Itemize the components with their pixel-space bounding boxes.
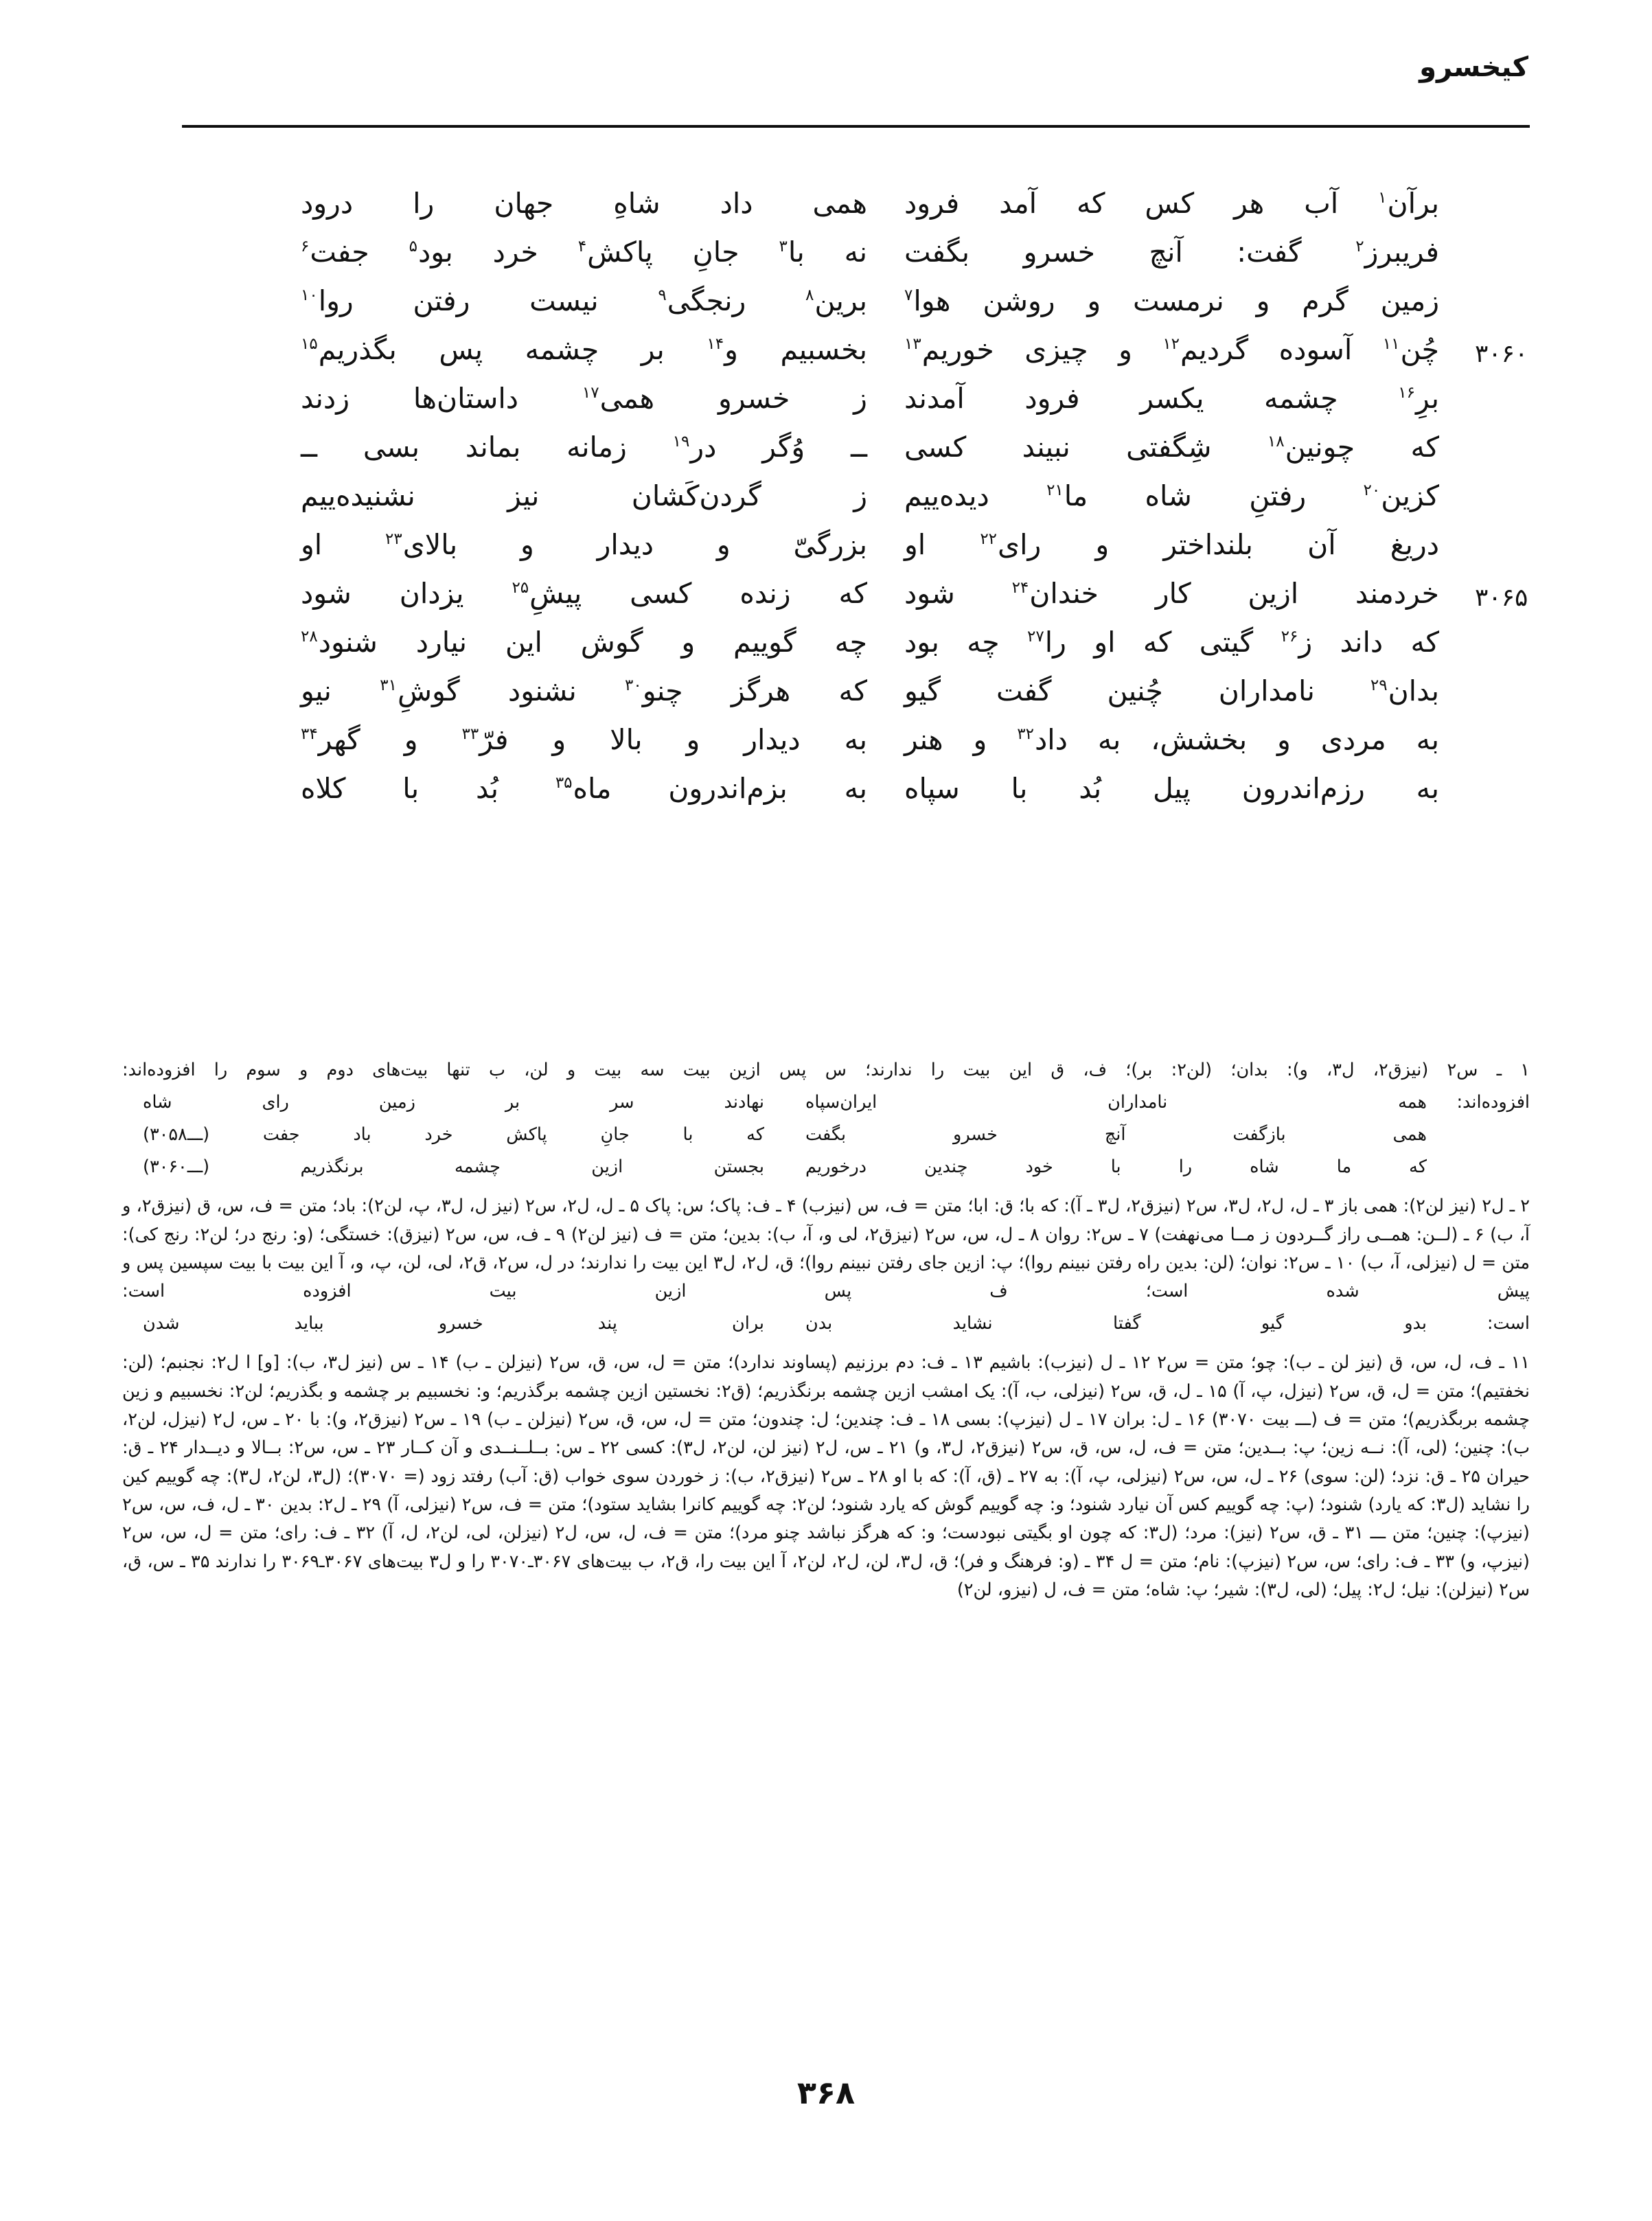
apparatus-notes-block-2: ۱۱ ـ ف، ل، س، ق (نیز لن ـ ب): چو؛ متن = س۲ ۱۲ ـ ل (نیزب): باشیم ۱۳ ـ ف: دم برزنیم (پساوند ندارد)؛ متن = ل، س، ق، س۲ (نیزلن ـ ب) ۱۴ ـ س (نیز ل۳، ب): [و] ا ل۲: نجنبم؛ (لن: نخفتیم)؛ متن = ل، ق، س۲ (نیزل، پ، آ) ۱۵ ـ ل، ق، س۲ (نیزلی، ب، آ): یک امشب ازین چشمه برنگذریم؛ (ق۲: نخستین ازین چشمه برگذریم؛ و: نخسبیم بر چشمه و بگذریم؛ لن۲: نخسبیم و زین چشمه بربگذریم)؛ متن = ف (ـــ بیت ۳۰۷۰) ۱۶ ـ ل: بران ۱۷ ـ ل (نیزپ): بسی ۱۸ ـ ف: چندین؛ ل: چندون؛ متن = ل، س، ق، س۲ (نیزلن ـ ب) ۱۹ ـ س۲ (نیزق۲، و): با ۲۰ ـ س، ل۲ (نیزل، لن۲، ب): چنین؛ (لی، آ): نــه زین؛ پ: بــدین؛ متن = ف، ل، س، ق، س۲ (نیزق۲، ل۳، و) ۲۱ ـ س، ل۲ (نیز لن، لن۲، ل۳): کسی ۲۲ ـ س: بــلــنــدی و آن کــار ۲۳ ـ س، س۲: بــالا و دیــدار ۲۴ ـ ق: حیران ۲۵ ـ ق: نزد؛ (لن: سوی) ۲۶ ـ ل، س، س۲ (نیزلی، پ، آ): به ۲۷ ـ (ق، آ): که با او ۲۸ ـ س۲ (نیزق۲، ب): ز خوردن سوی خواب (ق: آب) رفتد زود (= ۳۰۷۰)؛ (ل۳، لن۲، ل۳): چه گوییم کین را نشاید (ل۳: که یارد) شنود؛ (پ: چه گوییم کس آن نیارد شنود؛ و: چه گوییم گوش که یارد شنود؛ لن۲: چه گوییم کانرا بشاید ستود)؛ متن = ف، س۲ (نیزلی، آ) ۲۹ ـ ل۲: بدین ۳۰ ـ ل، ف، س، س۲ (نیزپ): چنین؛ متن ـــ ۳۱ ـ ق، س۲ (نیز): مرد؛ (ل۳: که چون او بگیتی نبودست؛ و: که هرگز نباشد چنو مرد)؛ متن = ف، ل، س، ل۲ (نیزلن، لی، لن۲، ل، آ) ۳۲ ـ ف: رای؛ متن = ل، س، س۲ (نیزپ، و) ۳۳ ـ ف: رای؛ س، س۲ (نیزپ): نام؛ متن = ل ۳۴ ـ (و: فرهنگ و فر)؛ ق، ل۳، لن، ل۲، لن۲، آ این بیت را، ق۲، ب بیت‌های ۳۰۶۷ـ۳۰۷۰ را و ل۳ بیت‌های ۳۰۶۷ـ۳۰۶۹ را ندارند ۳۵ ـ س، ق، س۲ (نیزلن): نیل؛ ل۲: پیل؛ (لی، ل۳): شیر؛ پ: شاه؛ متن = ف، ل (نیزو، لن۲) bbox=[122, 1352, 1530, 1600]
hemistich-second: بخسبیم و$^{۱۴}$ بر چشمه پس بگذریم$^{۱۵}$ bbox=[301, 333, 867, 366]
verse-line bbox=[295, 479, 1439, 531]
quoted-couplets-2 bbox=[122, 1310, 1530, 1342]
hemistich-second: که هرگز چنو$^{۳۰}$ نشنود گوشِ$^{۳۱}$ نیو bbox=[301, 674, 867, 707]
hemistich-second: ــ وُگر در$^{۱۹}$ زمانه بماند بسی ــ bbox=[301, 431, 867, 464]
verse-line bbox=[295, 528, 1439, 580]
hemistich-second: همی داد شاهِ جهان را درود bbox=[301, 187, 867, 220]
hemistich-first: فریبرز$^۲$ گفت: آنچ خسرو بگفت bbox=[904, 236, 1439, 269]
apparatus-notes-block-1: ۲ ـ ل۲ (نیز لن۲): همی باز ۳ ـ ل، ل۲، ل۳، س۲ (نیزق۲، ل۳ ـ آ): که با؛ ق: ابا؛ متن = ف، س (نیزب) ۴ ـ ف: پاک؛ س: پاک ۵ ـ ل، ل۲، س۲ (نیز ل، ل۳، پ، لن۲): باد؛ متن = ف، س، ق (نیزق۲، و آ، ب) ۶ ـ (لــن: همــی راز گــردون ز مــا می‌نهفت) ۷ ـ س۲: روان ۸ ـ ل، س، س۲ (نیزق۲، لی و، آ، ب): بدین؛ متن = ف (نیز لن۲) ۹ ـ ف، س، س۲ (نیزق): خستگی؛ (و: رنج در؛ لن۲: رنج کی): متن = ل (نیزلی، آ، ب) ۱۰ ـ س۲: نوان؛ (لن: بدین راه رفتن نبینم روا)؛ پ: ازین جای رفتن نبینم روا)؛ ق، ل۲، ل۳ این بیت را ندارند؛ در ل، س۲، ق۲، لی، لن، پ، و، آ این بیت با بیت سپسین پس و پیش شده است؛ ف پس ازین بیت افزوده است: bbox=[122, 1196, 1530, 1302]
hemistich-second: به دیدار و بالا و فرّ$^{۳۳}$ و گهر$^{۳۴}$ bbox=[301, 723, 867, 756]
verse-block bbox=[295, 187, 1528, 823]
verse-line bbox=[295, 433, 1439, 482]
quoted-couplet-line bbox=[122, 1089, 1530, 1121]
running-head-title: کیخسرو bbox=[1419, 52, 1528, 83]
hemistich-first: چُن$^{۱۱}$ آسوده گردیم$^{۱۲}$ و چیزی خوریم$^{۱۳}$ bbox=[904, 333, 1439, 366]
verse-line bbox=[295, 187, 1439, 238]
hemistich-second: برین$^۸$ رنجگی$^۹$ نیست رفتن روا$^{۱۰}$ bbox=[301, 284, 867, 317]
quoted-couplet-line bbox=[122, 1121, 1530, 1153]
hemistich-first: کزین$^{۲۰}$ رفتنِ شاه ما$^{۲۱}$ دیده‌ییم bbox=[904, 479, 1439, 512]
hemistich-first: زمین گرم و نرمست و روشن هوا$^۷$ bbox=[904, 284, 1439, 317]
verse-line bbox=[295, 382, 1439, 433]
quoted-couplet-line bbox=[122, 1310, 1530, 1342]
apparatus-note-1: ۱ ـ س۲ (نیزق۲، ل۳، و): بدان؛ (لن۲: بر)؛ ف، ق این بیت را ندارند؛ س پس ازین بیت سه بیت و لن، ب تنها بیت‌های دوم و سوم را افزوده‌اند: bbox=[122, 1060, 1530, 1080]
hemistich-second: بزرگیّ و دیدار و بالای$^{۲۳}$ او bbox=[301, 528, 867, 561]
hemistich-first: برِ$^{۱۶}$ چشمه یکسر فرود آمدند bbox=[904, 382, 1439, 415]
hemistich-first: دریغ آن بلنداختر و رای$^{۲۲}$ او bbox=[904, 528, 1439, 561]
hemistich-second: ز خسرو همی$^{۱۷}$ داستان‌ها زدند bbox=[301, 382, 867, 415]
verse-line bbox=[295, 723, 1440, 775]
hemistich-second: به بزم‌اندرون ماه$^{۳۵}$ بُد با کلاه bbox=[301, 772, 868, 805]
hemistich-first: به مردی و بخشش، به داد$^{۳۲}$ و هنر bbox=[904, 723, 1440, 756]
verse-line bbox=[295, 577, 1528, 628]
hemistich-second: ز گردن‌کَشان نیز نشنیده‌ییم bbox=[301, 479, 867, 512]
quoted-couplets-1 bbox=[122, 1089, 1530, 1185]
quoted-hemistich-first: همه نامداران ایران‌سپاه bbox=[805, 1092, 1427, 1113]
verse-line bbox=[295, 284, 1439, 336]
quoted-couplet-line bbox=[122, 1153, 1530, 1185]
quoted-hemistich-second: نهادند سر بر زمین رای شاه bbox=[143, 1092, 764, 1113]
hemistich-second: که زنده کسی پیشِ$^{۲۵}$ یزدان شود bbox=[301, 577, 867, 610]
verse-line bbox=[295, 333, 1528, 385]
hemistich-second: نه با$^۳$ جانِ پاکش$^۴$ خرد بود$^۵$ جفت$^۶$ bbox=[301, 236, 867, 269]
hemistich-first: که چونین$^{۱۸}$ شِگفتی نبیند کسی bbox=[904, 431, 1439, 464]
hemistich-first: خردمند ازین کار خندان$^{۲۴}$ شود bbox=[904, 577, 1439, 610]
verse-line bbox=[295, 674, 1439, 726]
quoted-hemistich-second: که با جانِ پاکش خرد باد جفت (ـــ۳۰۵۸) bbox=[143, 1124, 764, 1146]
verse-line bbox=[295, 772, 1439, 823]
verse-number: ۳۰۶۰ bbox=[1475, 340, 1528, 368]
hemistich-first: برآن$^۱$ آب هر کس که آمد فرود bbox=[904, 187, 1439, 220]
quoted-hemistich-first: که ما شاه را با خود چندین درخوریم bbox=[805, 1157, 1427, 1178]
quoted-hemistich-first: بدو گیو گفتا نشاید بدن bbox=[805, 1313, 1427, 1334]
quoted-hemistich-second: بران پند خسرو بباید شدن bbox=[143, 1313, 764, 1334]
hemistich-first: بدان$^{۲۹}$ نامداران چُنین گفت گیو bbox=[904, 674, 1439, 707]
header-rule bbox=[182, 125, 1530, 128]
quoted-hemistich-second: بجستن ازین چشمه برنگذریم (ـــ۳۰۶۰) bbox=[143, 1157, 764, 1178]
verse-line bbox=[295, 238, 1439, 287]
verse-number: ۳۰۶۵ bbox=[1475, 584, 1528, 612]
running-head bbox=[124, 54, 1528, 95]
apparatus-criticus bbox=[122, 1056, 1530, 1604]
quoted-hemistich-first: همی بازگفت آنچ خسرو بگفت bbox=[805, 1124, 1427, 1146]
hemistich-first: که داند ز$^{۲۶}$ گیتی که او را$^{۲۷}$ چه بود bbox=[904, 626, 1439, 659]
hemistich-first: به رزم‌اندرون پیل بُد با سپاه bbox=[904, 772, 1439, 805]
folio-number: ۳۶۸ bbox=[796, 2074, 856, 2111]
hemistich-second: چه گوییم و گوش این نیارد شنود$^{۲۸}$ bbox=[301, 626, 867, 659]
verse-line bbox=[295, 628, 1439, 677]
quoted-couplet-lead: افزوده‌اند: bbox=[1456, 1092, 1530, 1113]
quoted-couplet-lead: است: bbox=[1487, 1313, 1530, 1334]
